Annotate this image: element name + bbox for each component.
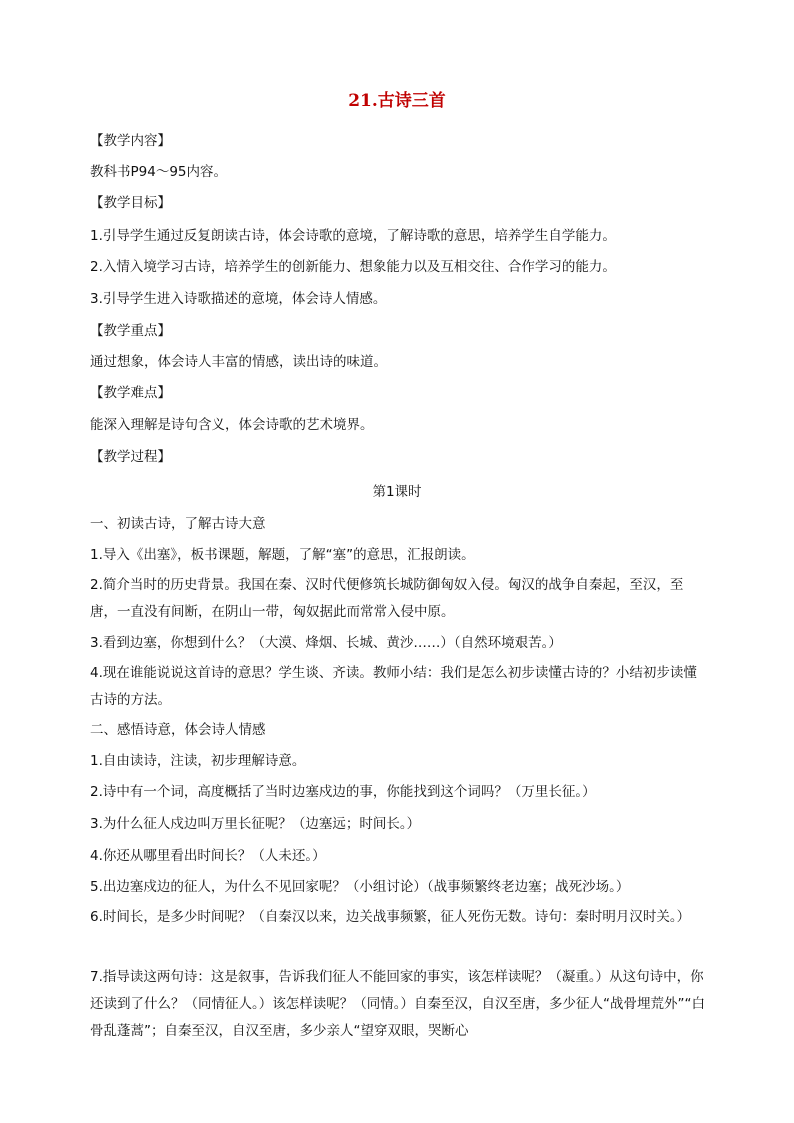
goal-item: 1.引导学生通过反复朗读古诗，体会诗歌的意境，了解诗歌的意思，培养学生自学能力。 — [90, 228, 616, 244]
page-title: 21.古诗三首 — [348, 91, 446, 111]
list-item: 7.指导读这两句诗：这是叙事，告诉我们征人不能回家的事实，该怎样读呢？（凝重。）从这句诗中，你还读到了什么？（同情征人。）该怎样读呢？（同情。）自秦至汉，自汉至唐，多少征人“战骨埋荒外”“白骨乱蓬蒿”；自秦至汉，自汉至唐，多少亲人“望穿双眼，哭断心 — [90, 969, 705, 1039]
list-item: 3.为什么征人戍边叫万里长征呢？（边塞远；时间长。） — [90, 816, 421, 832]
list-item: 5.出边塞戍边的征人，为什么不见回家呢？（小组讨论）（战事频繁终老边塞；战死沙场。） — [90, 879, 630, 895]
section-heading: 一、初读古诗，了解古诗大意 — [90, 516, 266, 532]
list-item: 1.导入《出塞》，板书课题，解题，了解“塞”的意思，汇报朗读。 — [90, 547, 475, 563]
heading-key: 【教学重点】 — [90, 323, 171, 339]
content-text: 教科书P94～95内容。 — [90, 164, 227, 180]
goal-item: 3.引导学生进入诗歌描述的意境，体会诗人情感。 — [90, 291, 387, 307]
heading-content: 【教学内容】 — [90, 133, 171, 149]
heading-process: 【教学过程】 — [90, 449, 171, 465]
lesson-title: 第1课时 — [372, 484, 422, 500]
list-item: 3.看到边塞，你想到什么？（大漠、烽烟、长城、黄沙……）（自然环境艰苦。） — [90, 635, 562, 651]
list-item: 2.简介当时的历史背景。我国在秦、汉时代便修筑长城防御匈奴入侵。匈汉的战争自秦起，至汉，至唐，一直没有间断，在阴山一带，匈奴据此而常常入侵中原。 — [90, 577, 684, 620]
list-item: 4.你还从哪里看出时间长？（人未还。） — [90, 848, 326, 864]
list-item: 6.时间长，是多少时间呢？（自秦汉以来，边关战事频繁，征人死伤无数。诗句：秦时明月汉时关。） — [90, 909, 691, 925]
difficulty-text: 能深入理解是诗句含义，体会诗歌的艺术境界。 — [90, 417, 374, 433]
list-item: 1.自由读诗，注读，初步理解诗意。 — [90, 753, 306, 769]
heading-difficulty: 【教学难点】 — [90, 385, 171, 401]
section-heading: 二、感悟诗意，体会诗人情感 — [90, 722, 266, 738]
list-item: 4.现在谁能说说这首诗的意思？学生谈、齐读。教师小结：我们是怎么初步读懂古诗的？小结初步读懂古诗的方法。 — [90, 665, 697, 708]
key-text: 通过想象，体会诗人丰富的情感，读出诗的味道。 — [90, 354, 387, 370]
goal-item: 2.入情入境学习古诗，培养学生的创新能力、想象能力以及互相交往、合作学习的能力。 — [90, 259, 616, 275]
list-item: 2.诗中有一个词，高度概括了当时边塞戍边的事，你能找到这个词吗？（万里长征。） — [90, 784, 596, 800]
heading-goals: 【教学目标】 — [90, 195, 171, 211]
